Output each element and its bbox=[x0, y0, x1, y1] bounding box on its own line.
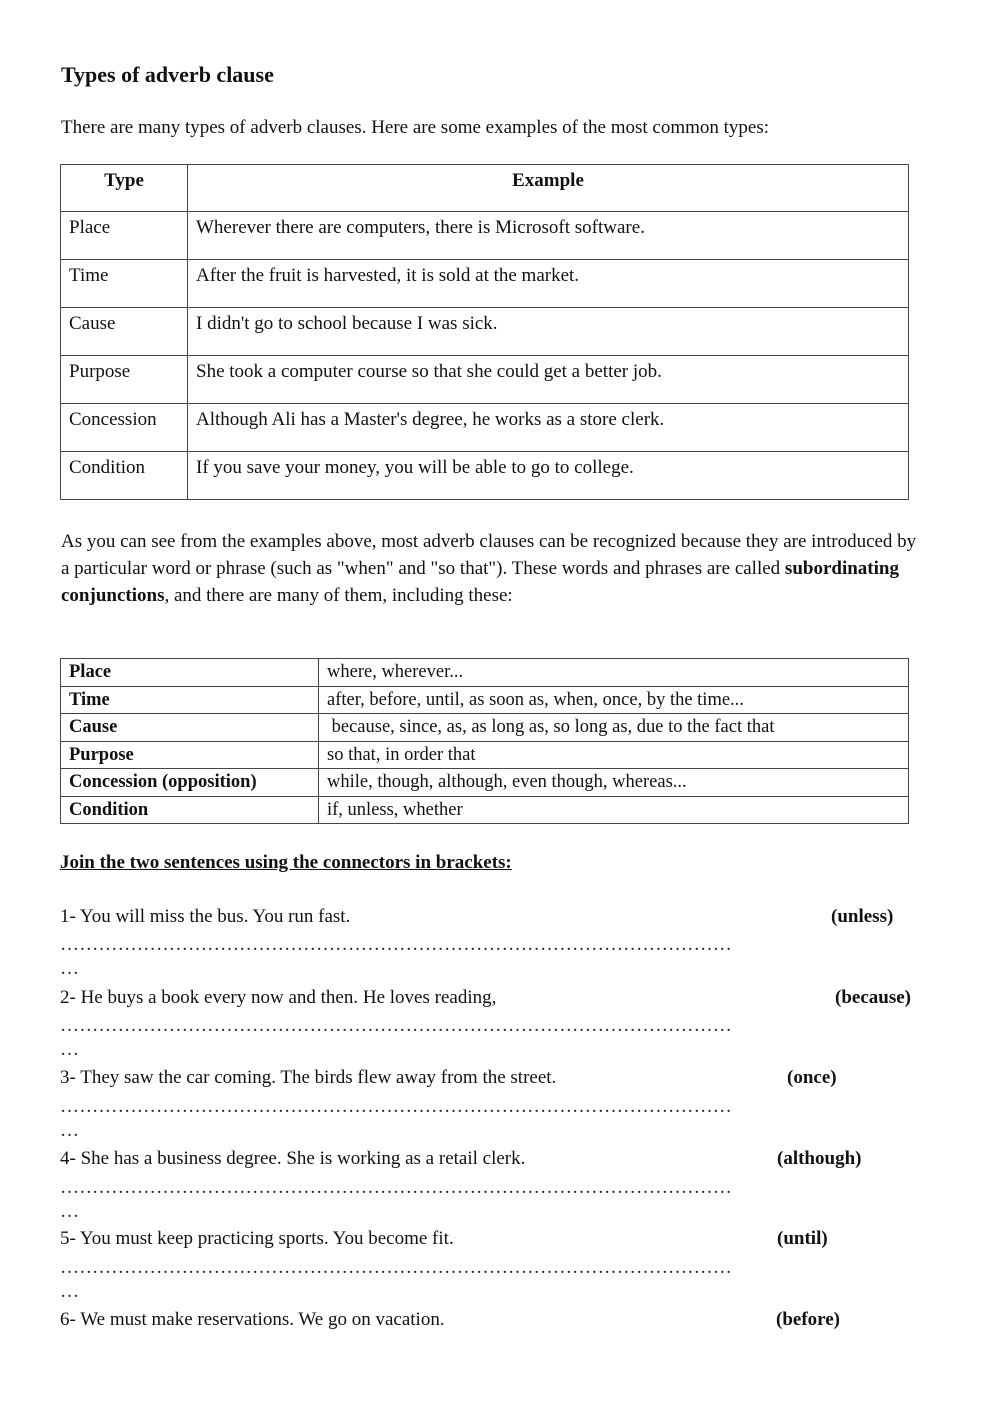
connector-label: (until) bbox=[777, 1228, 828, 1249]
table-row bbox=[61, 260, 909, 308]
table-row bbox=[61, 452, 909, 500]
answer-line-tail: … bbox=[60, 958, 80, 979]
example-cell: If you save your money, you will be able to go to college. bbox=[188, 452, 909, 500]
example-cell: I didn't go to school because I was sick. bbox=[188, 308, 909, 356]
subordinating-conjunctions-table bbox=[60, 658, 909, 824]
connector-label: (once) bbox=[787, 1067, 837, 1088]
table-row bbox=[61, 308, 909, 356]
table-row bbox=[61, 686, 909, 714]
key-term: subordinating conjunctions bbox=[61, 558, 899, 606]
type-cell: Concession (opposition) bbox=[61, 769, 319, 797]
adverb-clause-types-table bbox=[60, 164, 909, 500]
paragraph-text: , and there are many of them, including these: bbox=[164, 585, 513, 606]
exercise-question: 6- We must make reservations. We go on vacation. bbox=[60, 1309, 445, 1330]
conjunctions-cell: after, before, until, as soon as, when, once, by the time... bbox=[319, 686, 909, 714]
intro-text: There are many types of adverb clauses. Here are some examples of the most common types: bbox=[61, 117, 770, 138]
answer-line[interactable]: …………………………………………………………………………………………… bbox=[60, 1015, 732, 1036]
table-row bbox=[61, 356, 909, 404]
answer-line-tail: … bbox=[60, 1120, 80, 1141]
type-cell: Cause bbox=[61, 308, 188, 356]
table-header-row bbox=[61, 165, 909, 212]
type-cell: Condition bbox=[61, 452, 188, 500]
exercise-question: 4- She has a business degree. She is working as a retail clerk. bbox=[60, 1148, 526, 1169]
conjunctions-cell: while, though, although, even though, whereas... bbox=[319, 769, 909, 797]
answer-line[interactable]: …………………………………………………………………………………………… bbox=[60, 934, 732, 955]
connector-label: (before) bbox=[776, 1309, 841, 1330]
type-cell: Time bbox=[61, 260, 188, 308]
page-title: Types of adverb clause bbox=[61, 62, 274, 87]
answer-line-tail: … bbox=[60, 1201, 80, 1222]
header-example: Example bbox=[188, 165, 909, 212]
table-row bbox=[61, 714, 909, 742]
explanation-paragraph bbox=[61, 528, 921, 609]
answer-line[interactable]: …………………………………………………………………………………………… bbox=[60, 1257, 732, 1278]
conjunctions-cell: because, since, as, as long as, so long as, due to the fact that bbox=[319, 714, 909, 742]
type-cell: Concession bbox=[61, 404, 188, 452]
table-row bbox=[61, 404, 909, 452]
connector-label: (because) bbox=[835, 987, 911, 1008]
table-row bbox=[61, 741, 909, 769]
conjunctions-cell: if, unless, whether bbox=[319, 796, 909, 824]
answer-line[interactable]: …………………………………………………………………………………………… bbox=[60, 1177, 732, 1198]
answer-line[interactable]: …………………………………………………………………………………………… bbox=[60, 1096, 732, 1117]
type-cell: Purpose bbox=[61, 356, 188, 404]
exercise-instruction: Join the two sentences using the connectors in brackets: bbox=[60, 852, 512, 873]
table-row bbox=[61, 212, 909, 260]
connector-label: (although) bbox=[777, 1148, 862, 1169]
example-cell: She took a computer course so that she could get a better job. bbox=[188, 356, 909, 404]
example-cell: Although Ali has a Master's degree, he works as a store clerk. bbox=[188, 404, 909, 452]
type-cell: Cause bbox=[61, 714, 319, 742]
type-cell: Purpose bbox=[61, 741, 319, 769]
type-cell: Place bbox=[61, 659, 319, 687]
table-row bbox=[61, 659, 909, 687]
type-cell: Place bbox=[61, 212, 188, 260]
exercise-question: 1- You will miss the bus. You run fast. bbox=[60, 906, 351, 927]
answer-line-tail: … bbox=[60, 1039, 80, 1060]
exercise-question: 5- You must keep practicing sports. You become fit. bbox=[60, 1228, 454, 1249]
table-row bbox=[61, 796, 909, 824]
connector-label: (unless) bbox=[831, 906, 894, 927]
example-cell: Wherever there are computers, there is Microsoft software. bbox=[188, 212, 909, 260]
table-row bbox=[61, 769, 909, 797]
example-cell: After the fruit is harvested, it is sold at the market. bbox=[188, 260, 909, 308]
type-cell: Time bbox=[61, 686, 319, 714]
answer-line-tail: … bbox=[60, 1281, 80, 1302]
conjunctions-cell: so that, in order that bbox=[319, 741, 909, 769]
conjunctions-cell: where, wherever... bbox=[319, 659, 909, 687]
header-type: Type bbox=[61, 165, 188, 212]
type-cell: Condition bbox=[61, 796, 319, 824]
paragraph-text: As you can see from the examples above, most adverb clauses can be recognized because they are introduced by a particular word or phrase (such as "when" and "so that"). These words and phrases are called bbox=[61, 531, 917, 579]
exercise-question: 3- They saw the car coming. The birds flew away from the street. bbox=[60, 1067, 557, 1088]
exercise-question: 2- He buys a book every now and then. He loves reading, bbox=[60, 987, 497, 1008]
